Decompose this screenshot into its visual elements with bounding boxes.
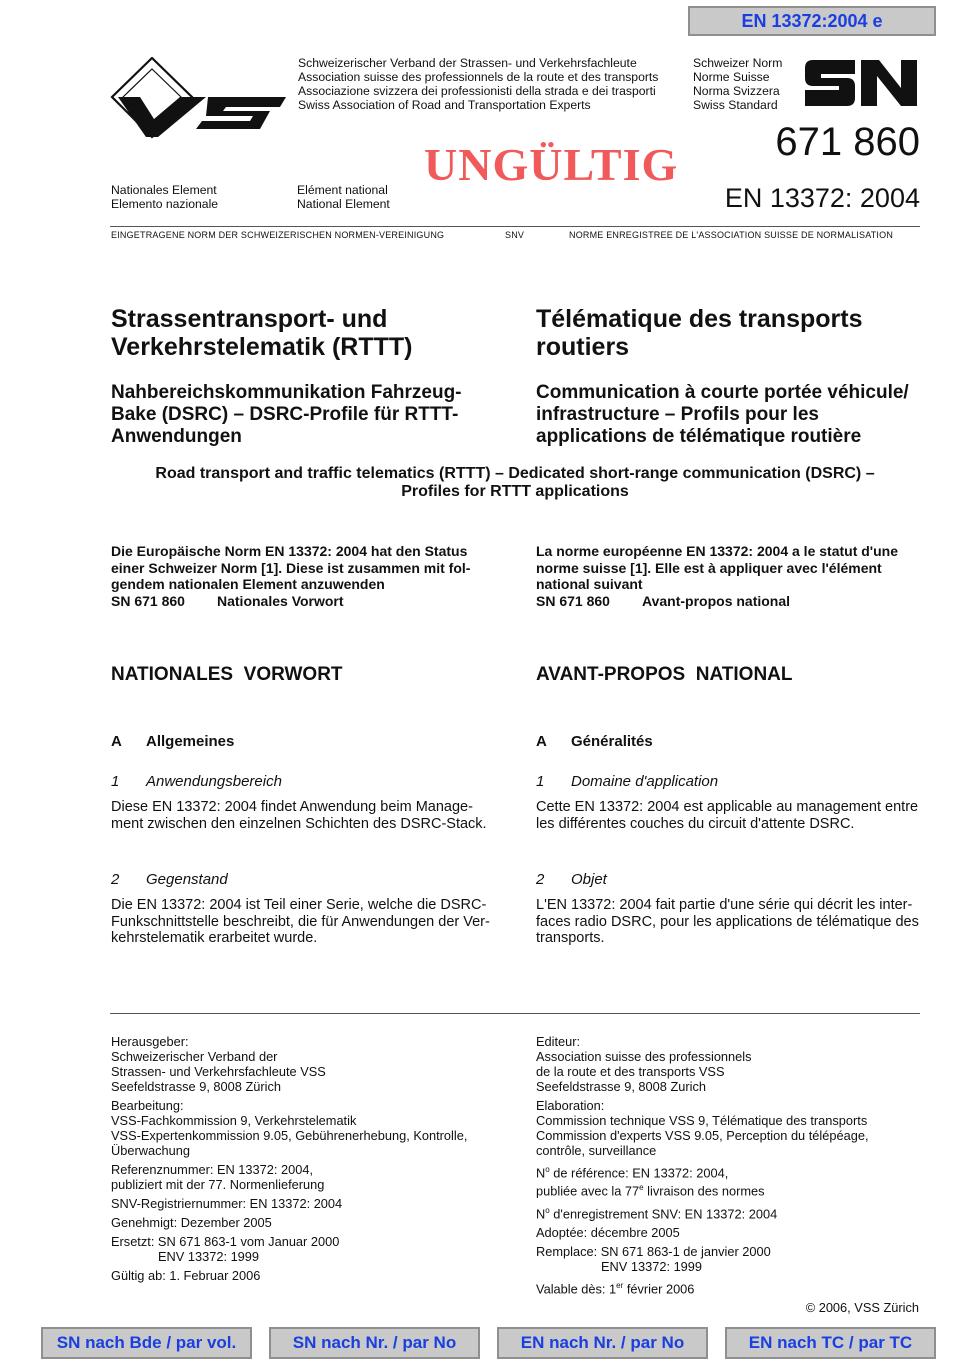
replaces-de [111,1234,511,1264]
approved-de: Genehmigt: Dezember 2005 [111,1215,272,1230]
footer-line: Überwachung [111,1143,190,1158]
footer-text: Valable dès: 1 [536,1281,617,1297]
registered-norm-fr: NORME ENREGISTREE DE L'ASSOCIATION SUISSE DE NORMALISATION [569,230,894,240]
status-ref-number: SN 671 860 [536,592,610,609]
subsection-number: 2 [111,871,120,888]
footer-divider [110,1013,920,1014]
status-ref-number: SN 671 860 [111,592,185,609]
copyright: © 2006, VSS Zürich [805,1300,919,1315]
footer-text: d'enregistrement SNV: EN 13372: 2004 [553,1205,778,1221]
text-line: Funkschnittstelle beschreibt, die für Anwendungen der Ver- [111,913,490,930]
footer-line: de la route et des transports VSS [536,1064,725,1079]
snv-number-fr [536,1203,936,1221]
reference-fr [536,1162,936,1199]
subsection-title: Objet [571,871,607,888]
reference-de [111,1162,511,1192]
subtitle-de-line: Bake (DSRC) – DSRC-Profile für RTTT- [111,404,459,425]
footer-line: Commission d'experts VSS 9.05, Perception du télépéage, [536,1128,869,1143]
subsection-number: 1 [536,773,545,790]
footer-line: Commission technique VSS 9, Télématique des transports [536,1113,868,1128]
replaces-fr [536,1244,936,1274]
valid-from-fr [536,1278,936,1296]
subtitle-de [111,382,521,448]
subtitle-fr-line: infrastructure – Profils pour les [536,404,819,425]
text-line: transports. [536,930,605,946]
publisher-de [111,1034,511,1094]
element-label-line: Elemento nazionale [111,197,219,211]
status-line: einer Schweizer Norm [1]. Diese ist zusammen mit fol- [111,559,471,576]
subject-text-de [111,897,501,947]
footer-sup: er [616,1280,624,1290]
subsection-1-de [111,773,282,790]
footer-fr [536,1034,936,1300]
association-names [298,56,658,112]
subsection-number: 2 [536,871,545,888]
section-title: Généralités [571,733,653,750]
section-letter: A [536,733,547,750]
footer-line: de référence: EN 13372: 2004, [553,1165,729,1181]
footer-sup: e [639,1183,644,1193]
footer-line: Association suisse des professionnels [536,1049,752,1064]
status-de [111,543,494,609]
footer-line: Remplace: SN 671 863-1 de janvier 2000 [536,1243,771,1259]
registered-norm-snv: SNV [505,230,525,240]
section-letter: A [111,733,122,750]
element-label-line: National Element [297,197,390,211]
subsection-1-fr [536,773,718,790]
vss-logo [110,57,290,139]
footer-sup: o [545,1205,550,1215]
footer-line: Editeur: [536,1034,581,1049]
footer-text: N [536,1165,546,1181]
nav-sn-by-volume-button[interactable]: SN nach Bde / par vol. [41,1327,252,1359]
title-fr [536,305,936,361]
standard-number: 671 860 [775,120,920,164]
norm-labels [693,56,782,112]
snv-number-de: SNV-Registriernummer: EN 13372: 2004 [111,1196,343,1211]
text-line: L'EN 13372: 2004 fait partie d'une série qui décrit les inter- [536,897,913,913]
subtitle-de-line: Anwendungen [111,426,242,447]
footer-text: publiée avec la 77 [536,1183,640,1199]
text-line: Die EN 13372: 2004 ist Teil einer Serie, welche die DSRC- [111,897,487,913]
norm-en: Swiss Standard [693,98,778,112]
subtitle-en [111,465,919,501]
scope-text-fr [536,799,926,832]
footer-line: Schweizerischer Verband der [111,1049,278,1064]
norm-de: Schweizer Norm [693,56,783,70]
subsection-2-de [111,871,228,888]
subject-text-fr [536,897,926,947]
footer-line: ENV 13372: 1999 [158,1249,260,1264]
header-divider [110,226,920,227]
element-label-fr [297,183,390,211]
heading-national-foreword-de: NATIONALES VORWORT [111,664,343,685]
element-label-de [111,183,218,211]
status-line: Die Europäische Norm EN 13372: 2004 hat den Status [111,543,468,559]
title-de [111,305,511,361]
footer-line: Elaboration: [536,1098,605,1113]
footer-line: VSS-Expertenkommission 9.05, Gebührenerhebung, Kontrolle, [111,1128,468,1143]
status-fr [536,543,919,609]
footer-line: Referenznummer: EN 13372: 2004, [111,1162,314,1177]
nav-en-by-tc-button[interactable]: EN nach TC / par TC [725,1327,936,1359]
footer-sup: o [545,1165,550,1174]
nav-en-by-number-button[interactable]: EN nach Nr. / par No [497,1327,708,1359]
element-label-line: Elément national [297,183,388,197]
title-fr-line: Télématique des transports [536,305,863,333]
text-line: ment zwischen den einzelnen Schichten des DSRC-Stack. [111,815,487,832]
doc-id-button[interactable]: EN 13372:2004 e [688,6,936,36]
subsection-title: Domaine d'application [571,773,719,790]
association-de: Schweizerischer Verband der Strassen- und Verkehrsfachleute [298,56,637,70]
editing-fr [536,1098,936,1158]
subsection-2-fr [536,871,607,888]
title-de-line: Strassentransport- und [111,305,388,333]
text-line: kehrstelematik erarbeitet wurde. [111,930,318,946]
publisher-fr [536,1034,936,1094]
footer-line: contrôle, surveillance [536,1143,657,1158]
subsection-title: Anwendungsbereich [146,773,282,790]
subsection-title: Gegenstand [146,871,228,888]
status-line: La norme européenne EN 13372: 2004 a le statut d'une [536,543,899,559]
footer-text: livraison des normes [643,1183,765,1199]
status-ref-title: Nationales Vorwort [217,592,344,609]
section-a-fr [536,733,653,750]
subtitle-en-line: Profiles for RTTT applications [401,483,629,500]
invalid-stamp: UNGÜLTIG [424,139,679,190]
text-line: Diese EN 13372: 2004 findet Anwendung beim Manage- [111,799,473,815]
subtitle-fr [536,382,946,448]
subtitle-fr-line: Communication à courte portée véhicule/ [536,382,909,403]
status-line: national suivant [536,576,643,592]
scope-text-de [111,799,501,832]
footer-line: ENV 13372: 1999 [601,1258,703,1274]
subtitle-fr-line: applications de télématique routière [536,426,862,447]
footer-line: Ersetzt: SN 671 863-1 vom Januar 2000 [111,1234,340,1249]
element-label-line: Nationales Element [111,183,217,197]
footer-line: Seefeldstrasse 9, 8008 Zurich [536,1079,707,1094]
footer-de [111,1034,511,1287]
association-fr: Association suisse des professionnels de la route et des transports [298,70,659,84]
subtitle-de-line: Nahbereichskommunikation Fahrzeug- [111,382,462,403]
footer-text: N [536,1205,546,1221]
heading-national-foreword-fr: AVANT-PROPOS NATIONAL [536,664,793,685]
norm-fr: Norme Suisse [693,70,770,84]
association-it: Associazione svizzera dei professionisti della strada e dei trasporti [298,84,656,98]
valid-from-de: Gültig ab: 1. Februar 2006 [111,1268,261,1283]
section-a-de [111,733,234,750]
norm-it: Norma Svizzera [693,84,780,98]
footer-line: publiziert mit der 77. Normenlieferung [111,1177,325,1192]
text-line: faces radio DSRC, pour les applications de télématique des [536,913,919,930]
status-ref-title: Avant-propos national [642,592,791,609]
editing-de [111,1098,511,1158]
footer-line: Strassen- und Verkehrsfachleute VSS [111,1064,326,1079]
title-de-line: Verkehrstelematik (RTTT) [111,333,413,361]
footer-line: Herausgeber: [111,1034,189,1049]
section-title: Allgemeines [146,733,235,750]
status-line: gendem nationalen Element anzuwenden [111,576,385,592]
registered-norm-de: EINGETRAGENE NORM DER SCHWEIZERISCHEN NORMEN-VEREINIGUNG [111,230,445,240]
approved-fr: Adoptée: décembre 2005 [536,1224,680,1240]
subtitle-en-line: Road transport and traffic telematics (RTTT) – Dedicated short-range communication (DSRC) – [155,465,875,482]
text-line: les différentes couches du circuit d'attente DSRC. [536,815,855,832]
footer-line: VSS-Fachkommission 9, Verkehrstelematik [111,1113,357,1128]
association-en: Swiss Association of Road and Transportation Experts [298,98,591,112]
subsection-number: 1 [111,773,120,790]
nav-sn-by-number-button[interactable]: SN nach Nr. / par No [269,1327,480,1359]
footer-line: Bearbeitung: [111,1098,184,1113]
status-line: norme suisse [1]. Elle est à appliquer avec l'élément [536,559,882,576]
footer-text: février 2006 [623,1281,695,1297]
sn-logo [803,58,919,108]
en-number: EN 13372: 2004 [724,183,920,213]
title-fr-line: routiers [536,333,630,361]
footer-line: Seefeldstrasse 9, 8008 Zürich [111,1079,282,1094]
text-line: Cette EN 13372: 2004 est applicable au management entre [536,799,919,815]
